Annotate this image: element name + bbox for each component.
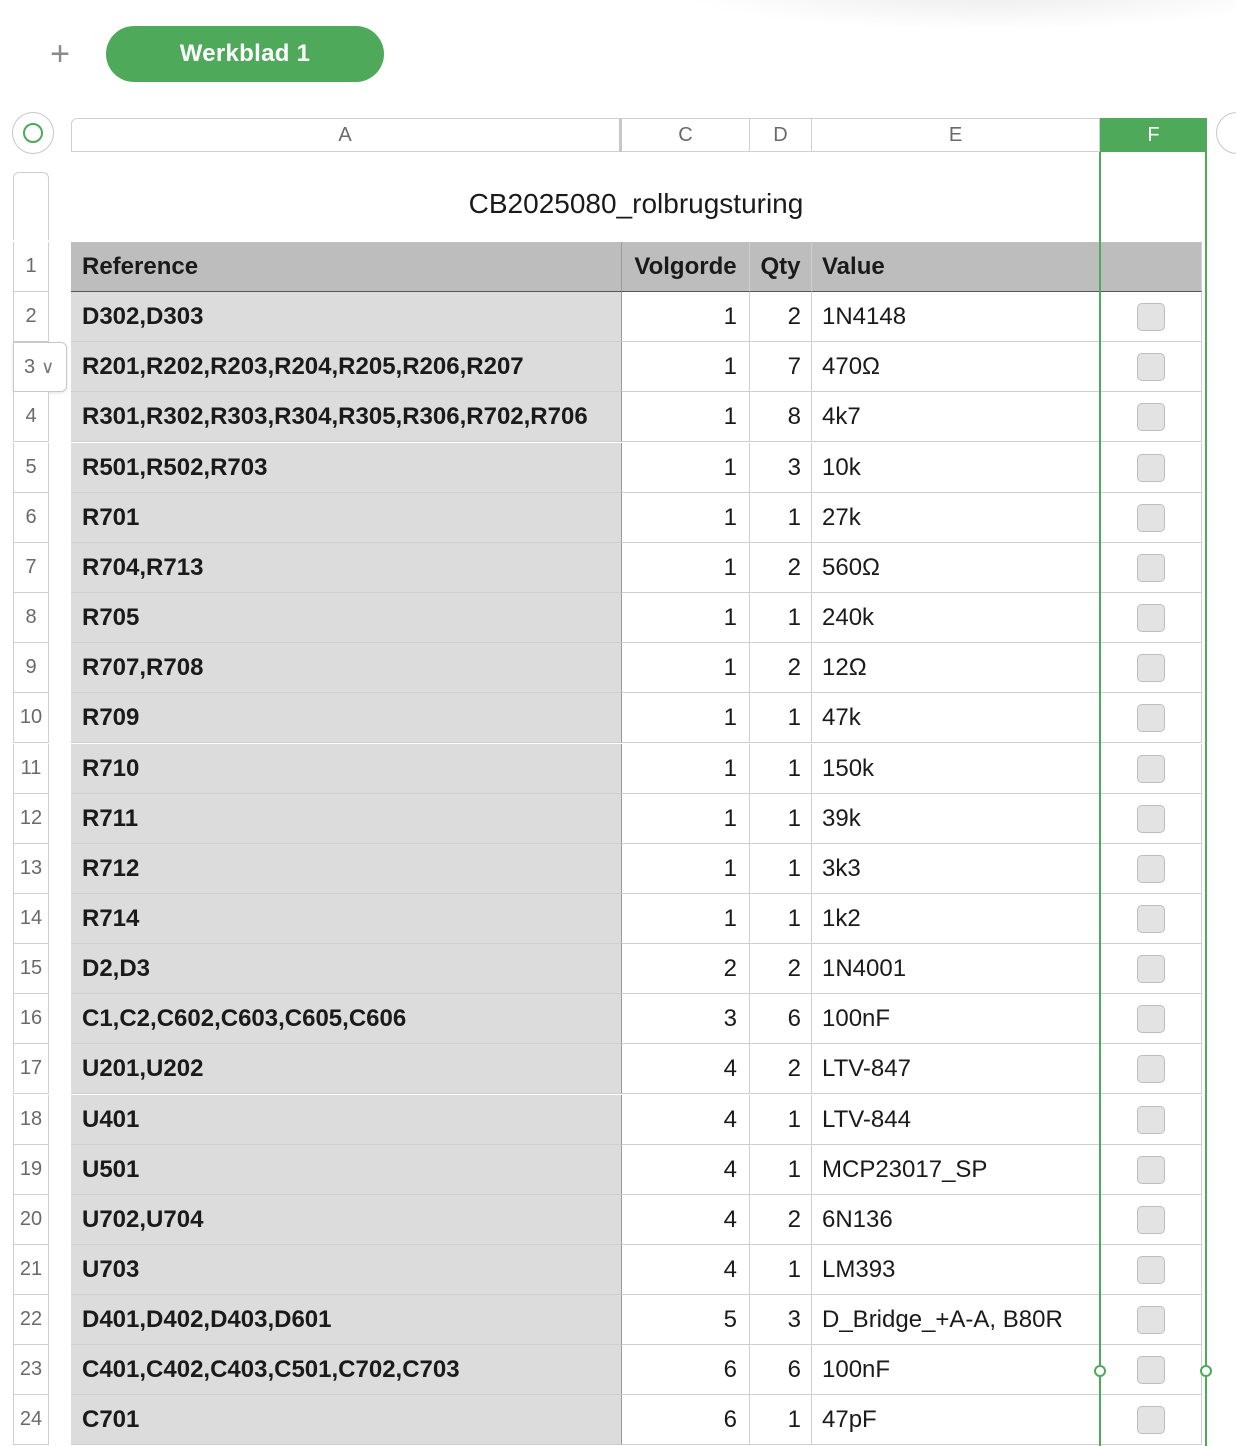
table-row — [71, 1145, 1202, 1195]
row-number-label: 4 — [25, 405, 37, 427]
cell-checkbox[interactable] — [1100, 1345, 1202, 1395]
checkbox-icon[interactable] — [1137, 1406, 1165, 1434]
row-header-21[interactable] — [13, 1245, 49, 1295]
cell-reference[interactable]: R704,R713 — [71, 543, 622, 593]
checkbox-icon[interactable] — [1137, 403, 1165, 431]
cell-value[interactable]: 470Ω — [812, 342, 1100, 392]
top-shadow — [680, 0, 1236, 30]
table-row — [71, 593, 1202, 643]
header-cell-qty[interactable]: Qty — [750, 242, 812, 292]
cell-qty[interactable]: 1 — [750, 693, 812, 743]
cell-value[interactable]: LTV-847 — [812, 1044, 1100, 1094]
cell-checkbox[interactable] — [1100, 894, 1202, 944]
row-header-7[interactable] — [13, 543, 49, 593]
table-header-row — [71, 242, 1202, 292]
cell-volgorde[interactable]: 1 — [622, 292, 750, 342]
cell-value[interactable]: 240k — [812, 593, 1100, 643]
row-number-label: 19 — [19, 1158, 43, 1180]
row-number-label: 23 — [19, 1358, 43, 1380]
cell-value[interactable]: 100nF — [812, 994, 1100, 1044]
cell-reference[interactable]: U401 — [71, 1095, 622, 1145]
cell-value[interactable]: LTV-844 — [812, 1095, 1100, 1145]
cell-volgorde[interactable]: 1 — [622, 593, 750, 643]
row-number-label: 18 — [19, 1108, 43, 1130]
row-header-12[interactable] — [13, 794, 49, 844]
cell-volgorde[interactable]: 1 — [622, 693, 750, 743]
cell-qty[interactable]: 3 — [750, 443, 812, 493]
row-number-label: 7 — [25, 556, 37, 578]
checkbox-icon[interactable] — [1137, 1156, 1165, 1184]
sheet-tab-werkblad-1[interactable] — [106, 26, 384, 82]
row-header-5[interactable] — [13, 443, 49, 493]
cell-volgorde[interactable]: 1 — [622, 543, 750, 593]
row-number-label: 11 — [20, 757, 42, 779]
row-number-label: 10 — [19, 706, 43, 728]
cell-value[interactable]: 4k7 — [812, 392, 1100, 442]
cell-value[interactable]: 1k2 — [812, 894, 1100, 944]
row-header-14[interactable] — [13, 894, 49, 944]
table-title[interactable]: CB2025080_rolbrugsturing — [468, 188, 804, 219]
cell-checkbox[interactable] — [1100, 292, 1202, 342]
cell-reference[interactable]: R709 — [71, 693, 622, 743]
row-number-label: 24 — [19, 1408, 43, 1430]
table-row — [71, 543, 1202, 593]
table-row — [71, 1245, 1202, 1295]
row-header-17[interactable] — [13, 1044, 49, 1094]
cell-qty[interactable]: 1 — [750, 894, 812, 944]
cell-volgorde[interactable]: 4 — [622, 1044, 750, 1094]
checkbox-icon[interactable] — [1137, 604, 1165, 632]
cell-qty[interactable]: 1 — [750, 844, 812, 894]
row-number-label: 12 — [19, 807, 43, 829]
row-header-2[interactable] — [13, 292, 49, 342]
cell-checkbox[interactable] — [1100, 1245, 1202, 1295]
chevron-down-icon[interactable]: ∨ — [41, 356, 55, 377]
checkbox-icon[interactable] — [1137, 1005, 1165, 1033]
cell-checkbox[interactable] — [1100, 443, 1202, 493]
checkbox-icon[interactable] — [1137, 1356, 1165, 1384]
cell-qty[interactable]: 2 — [750, 292, 812, 342]
cell-qty[interactable]: 6 — [750, 994, 812, 1044]
column-header-e[interactable]: E — [812, 118, 1100, 152]
row-header-22[interactable] — [13, 1295, 49, 1345]
checkbox-icon[interactable] — [1137, 704, 1165, 732]
cell-volgorde[interactable]: 4 — [622, 1195, 750, 1245]
cell-value[interactable]: LM393 — [812, 1245, 1100, 1295]
row-header-title-area — [13, 172, 49, 240]
checkbox-icon[interactable] — [1137, 554, 1165, 582]
cell-volgorde[interactable]: 1 — [622, 894, 750, 944]
table-row — [71, 844, 1202, 894]
cell-volgorde[interactable]: 5 — [622, 1295, 750, 1345]
cell-volgorde[interactable]: 1 — [622, 844, 750, 894]
row-header-18[interactable] — [13, 1095, 49, 1145]
cell-qty[interactable]: 2 — [750, 543, 812, 593]
table-row — [71, 1044, 1202, 1094]
cell-volgorde[interactable]: 4 — [622, 1145, 750, 1195]
cell-qty[interactable]: 2 — [750, 944, 812, 994]
cell-value[interactable]: 1N4001 — [812, 944, 1100, 994]
table-row — [71, 744, 1202, 794]
cell-checkbox[interactable] — [1100, 1145, 1202, 1195]
column-header-c[interactable]: C — [622, 118, 750, 152]
cell-value[interactable]: 1N4148 — [812, 292, 1100, 342]
cell-reference[interactable]: R501,R502,R703 — [71, 443, 622, 493]
table-row — [71, 1195, 1202, 1245]
checkbox-icon[interactable] — [1137, 855, 1165, 883]
add-sheet-button[interactable] — [40, 34, 80, 74]
cell-value[interactable]: 100nF — [812, 1345, 1100, 1395]
checkbox-icon[interactable] — [1137, 1256, 1165, 1284]
row-number-label: 8 — [25, 606, 37, 628]
row-number-label: 14 — [19, 907, 43, 929]
cell-reference[interactable]: R710 — [71, 744, 622, 794]
cell-reference[interactable]: R701 — [71, 493, 622, 543]
table-row — [71, 643, 1202, 693]
cell-qty[interactable]: 2 — [750, 1044, 812, 1094]
cell-volgorde[interactable]: 6 — [622, 1345, 750, 1395]
header-cell-check[interactable] — [1100, 242, 1202, 292]
cell-volgorde[interactable]: 1 — [622, 342, 750, 392]
cell-checkbox[interactable] — [1100, 1295, 1202, 1345]
checkbox-icon[interactable] — [1137, 755, 1165, 783]
cell-volgorde[interactable]: 1 — [622, 493, 750, 543]
cell-qty[interactable]: 1 — [750, 593, 812, 643]
checkbox-icon[interactable] — [1137, 805, 1165, 833]
cell-reference[interactable]: D2,D3 — [71, 944, 622, 994]
cell-checkbox[interactable] — [1100, 493, 1202, 543]
checkbox-icon[interactable] — [1137, 454, 1165, 482]
cell-qty[interactable]: 1 — [750, 744, 812, 794]
table-row — [71, 1295, 1202, 1345]
header-cell-reference[interactable]: Reference — [71, 242, 622, 292]
row-header-11[interactable] — [13, 744, 49, 794]
checkbox-icon[interactable] — [1137, 905, 1165, 933]
cell-value[interactable]: 27k — [812, 493, 1100, 543]
cell-value[interactable]: 150k — [812, 744, 1100, 794]
cell-value[interactable]: 12Ω — [812, 643, 1100, 693]
select-all-circle-icon[interactable] — [12, 112, 54, 154]
cell-qty[interactable]: 2 — [750, 643, 812, 693]
cell-checkbox[interactable] — [1100, 693, 1202, 743]
cell-value[interactable]: 6N136 — [812, 1195, 1100, 1245]
cell-checkbox[interactable] — [1100, 994, 1202, 1044]
row-header-20[interactable] — [13, 1195, 49, 1245]
checkbox-icon[interactable] — [1137, 1055, 1165, 1083]
row-number-label: 2 — [25, 305, 37, 327]
cell-qty[interactable]: 1 — [750, 794, 812, 844]
table-row — [71, 493, 1202, 543]
row-number-label: 16 — [19, 1007, 43, 1029]
cell-volgorde[interactable]: 1 — [622, 643, 750, 693]
cell-checkbox[interactable] — [1100, 844, 1202, 894]
cell-value[interactable]: 560Ω — [812, 543, 1100, 593]
checkbox-icon[interactable] — [1137, 353, 1165, 381]
table-row — [71, 443, 1202, 493]
row-number-label: 5 — [25, 456, 37, 478]
column-header-a[interactable]: A — [71, 118, 622, 152]
table-row — [71, 944, 1202, 994]
row-header-13[interactable] — [13, 844, 49, 894]
row-header-4[interactable] — [13, 392, 49, 442]
selection-border-left — [1099, 152, 1101, 1446]
checkbox-icon[interactable] — [1137, 654, 1165, 682]
checkbox-icon[interactable] — [1137, 1306, 1165, 1334]
table-handle-circle-icon[interactable] — [1216, 112, 1236, 154]
cell-reference[interactable]: C1,C2,C602,C603,C605,C606 — [71, 994, 622, 1044]
table-row — [71, 392, 1202, 442]
cell-volgorde[interactable]: 4 — [622, 1095, 750, 1145]
cell-reference[interactable]: R201,R202,R203,R204,R205,R206,R207 — [71, 342, 622, 392]
cell-checkbox[interactable] — [1100, 543, 1202, 593]
checkbox-icon[interactable] — [1137, 303, 1165, 331]
row-number-label: 6 — [25, 506, 37, 528]
table-row — [71, 1395, 1202, 1445]
cell-volgorde[interactable]: 2 — [622, 944, 750, 994]
sheet-tab-label: Werkblad 1 — [179, 40, 311, 67]
table-row — [71, 342, 1202, 392]
cell-volgorde[interactable]: 1 — [622, 744, 750, 794]
cell-reference[interactable]: R705 — [71, 593, 622, 643]
cell-qty[interactable]: 1 — [750, 1145, 812, 1195]
cell-qty[interactable]: 3 — [750, 1295, 812, 1345]
cell-value[interactable]: D_Bridge_+A-A, B80R — [812, 1295, 1100, 1345]
cell-reference[interactable]: C401,C402,C403,C501,C702,C703 — [71, 1345, 622, 1395]
cell-qty[interactable]: 2 — [750, 1195, 812, 1245]
table-row — [71, 994, 1202, 1044]
cell-checkbox[interactable] — [1100, 944, 1202, 994]
row-header-8[interactable] — [13, 593, 49, 643]
row-number-label: 9 — [25, 656, 37, 678]
cell-checkbox[interactable] — [1100, 643, 1202, 693]
cell-volgorde[interactable]: 4 — [622, 1245, 750, 1295]
row-header-10[interactable] — [13, 693, 49, 743]
cell-volgorde[interactable]: 1 — [622, 443, 750, 493]
row-header-16[interactable] — [13, 994, 49, 1044]
cell-reference[interactable]: C701 — [71, 1395, 622, 1445]
selection-handle-left[interactable] — [1094, 1365, 1106, 1377]
cell-reference[interactable]: U501 — [71, 1145, 622, 1195]
row-number-label: 21 — [19, 1258, 43, 1280]
cell-value[interactable]: 10k — [812, 443, 1100, 493]
checkbox-icon[interactable] — [1137, 504, 1165, 532]
cell-checkbox[interactable] — [1100, 794, 1202, 844]
cell-reference[interactable]: R714 — [71, 894, 622, 944]
cell-checkbox[interactable] — [1100, 1195, 1202, 1245]
row-header-9[interactable] — [13, 643, 49, 693]
checkbox-icon[interactable] — [1137, 955, 1165, 983]
row-header-3[interactable] — [13, 342, 67, 392]
plus-icon: + — [50, 35, 70, 73]
row-number-label: 20 — [19, 1208, 43, 1230]
cell-qty[interactable]: 1 — [750, 1245, 812, 1295]
table-row — [71, 794, 1202, 844]
selection-handle-right[interactable] — [1200, 1365, 1212, 1377]
cell-checkbox[interactable] — [1100, 1044, 1202, 1094]
cell-checkbox[interactable] — [1100, 1395, 1202, 1445]
table-row — [71, 292, 1202, 342]
column-header-f[interactable]: F — [1100, 118, 1207, 152]
row-header-23[interactable] — [13, 1345, 49, 1395]
cell-reference[interactable]: U201,U202 — [71, 1044, 622, 1094]
cell-volgorde[interactable]: 3 — [622, 994, 750, 1044]
row-header-19[interactable] — [13, 1145, 49, 1195]
cell-value[interactable]: MCP23017_SP — [812, 1145, 1100, 1195]
header-cell-value[interactable]: Value — [812, 242, 1100, 292]
cell-qty[interactable]: 1 — [750, 1395, 812, 1445]
cell-reference[interactable]: R711 — [71, 794, 622, 844]
cell-checkbox[interactable] — [1100, 1095, 1202, 1145]
cell-qty[interactable]: 1 — [750, 493, 812, 543]
table-row — [71, 894, 1202, 944]
row-number-label: 13 — [19, 857, 43, 879]
cell-value[interactable]: 3k3 — [812, 844, 1100, 894]
cell-qty[interactable]: 6 — [750, 1345, 812, 1395]
table-row — [71, 1345, 1202, 1395]
checkbox-icon[interactable] — [1137, 1206, 1165, 1234]
selection-border-right — [1205, 152, 1207, 1446]
table-row — [71, 1095, 1202, 1145]
cell-value[interactable]: 47pF — [812, 1395, 1100, 1445]
table-row — [71, 693, 1202, 743]
row-header-1[interactable]: 1 — [13, 242, 49, 292]
row-number-label: 3 — [24, 355, 36, 378]
cell-qty[interactable]: 8 — [750, 392, 812, 442]
row-header-24[interactable] — [13, 1395, 49, 1445]
cell-reference[interactable]: R707,R708 — [71, 643, 622, 693]
cell-reference[interactable]: D302,D303 — [71, 292, 622, 342]
row-header-6[interactable] — [13, 493, 49, 543]
row-header-15[interactable] — [13, 944, 49, 994]
cell-reference[interactable]: R301,R302,R303,R304,R305,R306,R702,R706 — [71, 392, 622, 442]
cell-checkbox[interactable] — [1100, 744, 1202, 794]
cell-volgorde[interactable]: 6 — [622, 1395, 750, 1445]
cell-checkbox[interactable] — [1100, 392, 1202, 442]
cell-qty[interactable]: 1 — [750, 1095, 812, 1145]
cell-reference[interactable]: R712 — [71, 844, 622, 894]
cell-reference[interactable]: D401,D402,D403,D601 — [71, 1295, 622, 1345]
cell-value[interactable]: 39k — [812, 794, 1100, 844]
cell-volgorde[interactable]: 1 — [622, 392, 750, 442]
cell-checkbox[interactable] — [1100, 593, 1202, 643]
cell-volgorde[interactable]: 1 — [622, 794, 750, 844]
row-number-label: 22 — [19, 1308, 43, 1330]
row-number-label: 17 — [19, 1057, 43, 1079]
cell-reference[interactable]: U703 — [71, 1245, 622, 1295]
checkbox-icon[interactable] — [1137, 1106, 1165, 1134]
cell-value[interactable]: 47k — [812, 693, 1100, 743]
cell-reference[interactable]: U702,U704 — [71, 1195, 622, 1245]
header-cell-volgorde[interactable]: Volgorde — [622, 242, 750, 292]
cell-qty[interactable]: 7 — [750, 342, 812, 392]
row-number-label: 15 — [19, 957, 43, 979]
column-header-d[interactable]: D — [750, 118, 812, 152]
cell-checkbox[interactable] — [1100, 342, 1202, 392]
